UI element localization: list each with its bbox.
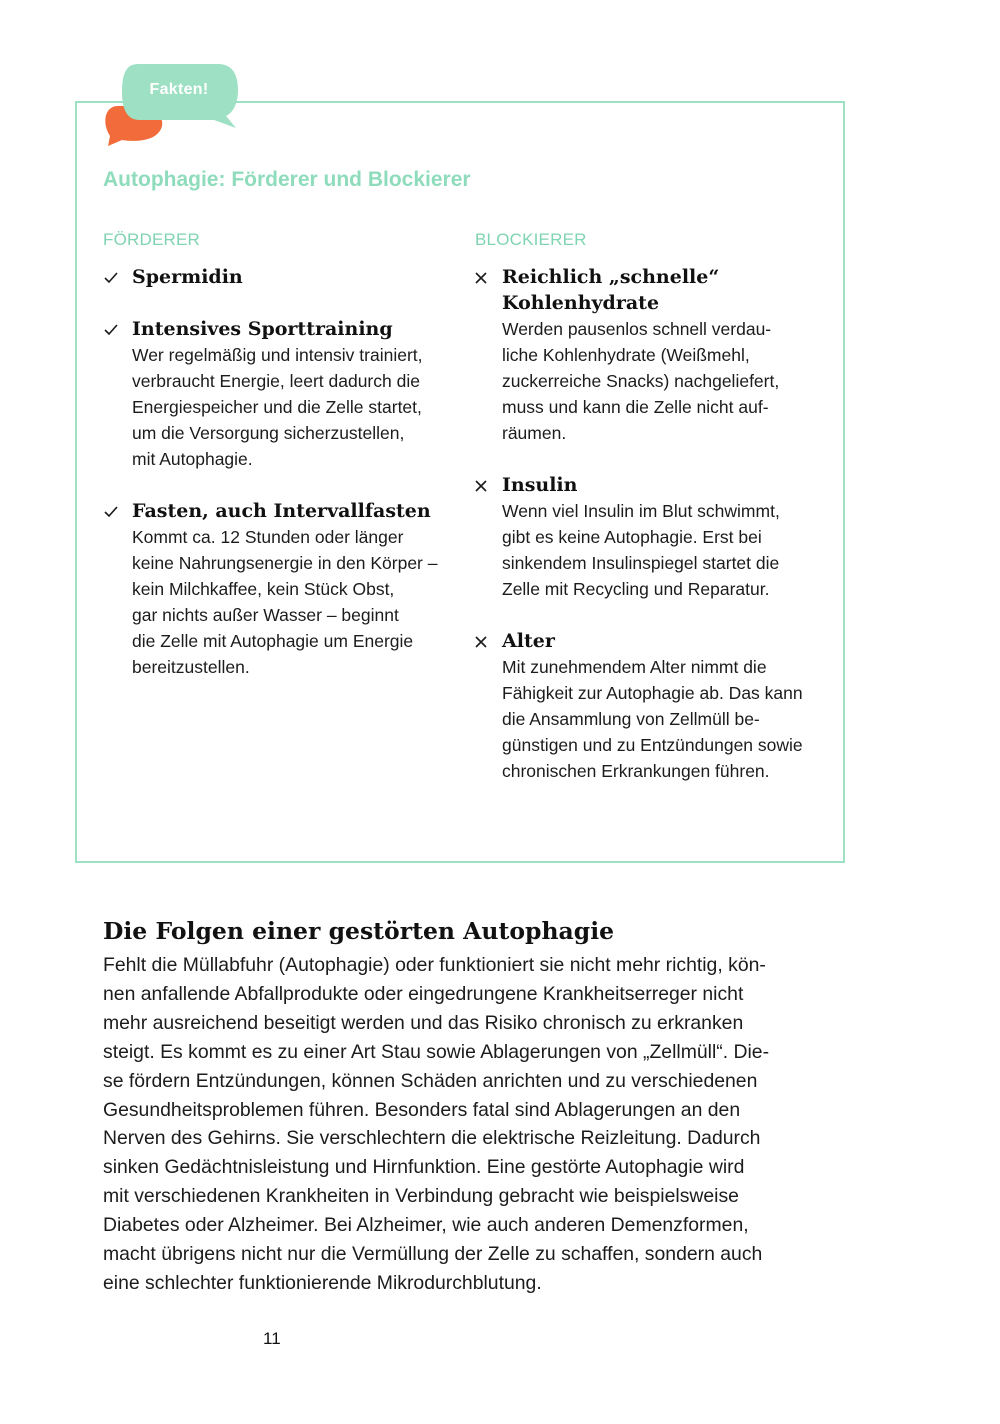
promoter-item <box>103 264 463 290</box>
text-line: Zelle mit Recycling und Reparatur. <box>502 579 770 599</box>
text-line: räumen. <box>502 423 567 443</box>
body-line: se fördern Entzündungen, können Schäden anrichten und zu verschiedenen <box>103 1069 758 1092</box>
blocker-item <box>473 472 833 602</box>
section-heading: Die Folgen einer gestörten Autophagie <box>103 917 615 945</box>
body-line: macht übrigens nicht nur die Vermüllung der Zelle zu schaffen, sondern auch <box>103 1243 763 1266</box>
promoter-text <box>132 342 463 472</box>
cross-icon <box>473 476 489 494</box>
text-line: mit Autophagie. <box>132 449 253 469</box>
section-body <box>103 951 828 1298</box>
check-icon <box>103 320 119 338</box>
text-line: kein Milchkaffee, kein Stück Obst, <box>132 579 395 599</box>
text-line: gibt es keine Autophagie. Erst bei <box>502 527 762 547</box>
blocker-text <box>502 654 833 784</box>
blocker-text <box>502 498 833 602</box>
blocker-title <box>502 472 833 498</box>
body-line: Nerven des Gehirns. Sie verschlechtern die elektrische Reizleitung. Dadurch <box>103 1127 761 1150</box>
text-line: keine Nahrungsenergie in den Körper – <box>132 553 438 573</box>
check-icon <box>103 268 119 286</box>
text-line: chronischen Erkrankungen führen. <box>502 761 770 781</box>
promoter-text <box>132 524 463 680</box>
promoters-heading: FÖRDERER <box>103 230 200 249</box>
text-line: die Zelle mit Autophagie um Energie <box>132 631 414 651</box>
speech-bubbles-icon <box>100 62 250 152</box>
promoter-title: Intensives Sporttraining <box>132 318 393 340</box>
blockers-list <box>473 264 833 810</box>
body-line: steigt. Es kommt es zu einer Art Stau sowie Ablagerungen von „Zellmüll“. Die- <box>103 1040 770 1063</box>
text-line: Wenn viel Insulin im Blut schwimmt, <box>502 501 780 521</box>
text-line: sinkendem Insulinspiegel startet die <box>502 553 780 573</box>
text-line: verbraucht Energie, leert dadurch die <box>132 371 420 391</box>
text-line: Fähigkeit zur Autophagie ab. Das kann <box>502 683 803 703</box>
body-line: sinken Gedächtnisleistung und Hirnfunktion. Eine gestörte Autophagie wird <box>103 1156 745 1179</box>
blockers-heading: BLOCKIERER <box>475 230 587 249</box>
promoter-title: Spermidin <box>132 266 243 288</box>
blocker-title <box>502 628 833 654</box>
body-line: nen anfallende Abfallprodukte oder eingedrungene Krankheitserreger nicht <box>103 982 744 1005</box>
body-line: Fehlt die Müllabfuhr (Autophagie) oder funktioniert sie nicht mehr richtig, kön- <box>103 954 766 976</box>
text-line: Kommt ca. 12 Stunden oder länger <box>132 527 404 547</box>
cross-icon <box>473 268 489 286</box>
body-line: mehr ausreichend beseitigt werden und das Risiko chronisch zu erkranken <box>103 1011 744 1034</box>
blocker-item <box>473 628 833 784</box>
text-line: gar nichts außer Wasser – beginnt <box>132 605 399 625</box>
body-line: eine schlechter funktionierende Mikrodurchblutung. <box>103 1271 542 1294</box>
text-line: zuckerreiche Snacks) nachgeliefert, <box>502 371 780 391</box>
body-line: Gesundheitsproblemen führen. Besonders fatal sind Ablagerungen an den <box>103 1098 741 1121</box>
promoters-list <box>103 264 463 706</box>
text-line: Energiespeicher und die Zelle startet, <box>132 397 422 417</box>
title-line: Insulin <box>502 474 578 496</box>
blocker-title <box>502 264 833 316</box>
blocker-text <box>502 316 833 446</box>
text-line: muss und kann die Zelle nicht auf- <box>502 397 769 417</box>
check-icon <box>103 502 119 520</box>
text-line: um die Versorgung sicherzustellen, <box>132 423 405 443</box>
body-line: mit verschiedenen Krankheiten in Verbindung gebracht wie beispielsweise <box>103 1185 739 1208</box>
text-line: die Ansammlung von Zellmüll be- <box>502 709 760 729</box>
page-number: 11 <box>263 1329 281 1348</box>
promoter-title: Fasten, auch Intervallfasten <box>132 500 431 522</box>
facts-box-title: Autophagie: Förderer und Blockierer <box>103 168 471 191</box>
facts-badge-label: Fakten! <box>149 81 209 98</box>
text-line: Wer regelmäßig und intensiv trainiert, <box>132 345 423 365</box>
promoter-item <box>103 316 463 472</box>
title-line: Reichlich „schnelle“ <box>502 266 720 288</box>
text-line: Mit zunehmendem Alter nimmt die <box>502 657 767 677</box>
body-line: Diabetes oder Alzheimer. Bei Alzheimer, wie auch anderen Demenzformen, <box>103 1214 749 1237</box>
text-line: liche Kohlenhydrate (Weißmehl, <box>502 345 750 365</box>
promoter-item <box>103 498 463 680</box>
blocker-item <box>473 264 833 446</box>
cross-icon <box>473 632 489 650</box>
text-line: günstigen und zu Entzündungen sowie <box>502 735 803 755</box>
text-line: Werden pausenlos schnell verdau- <box>502 319 772 339</box>
title-line: Kohlenhydrate <box>502 292 660 314</box>
text-line: bereitzustellen. <box>132 657 250 677</box>
title-line: Alter <box>502 630 555 652</box>
